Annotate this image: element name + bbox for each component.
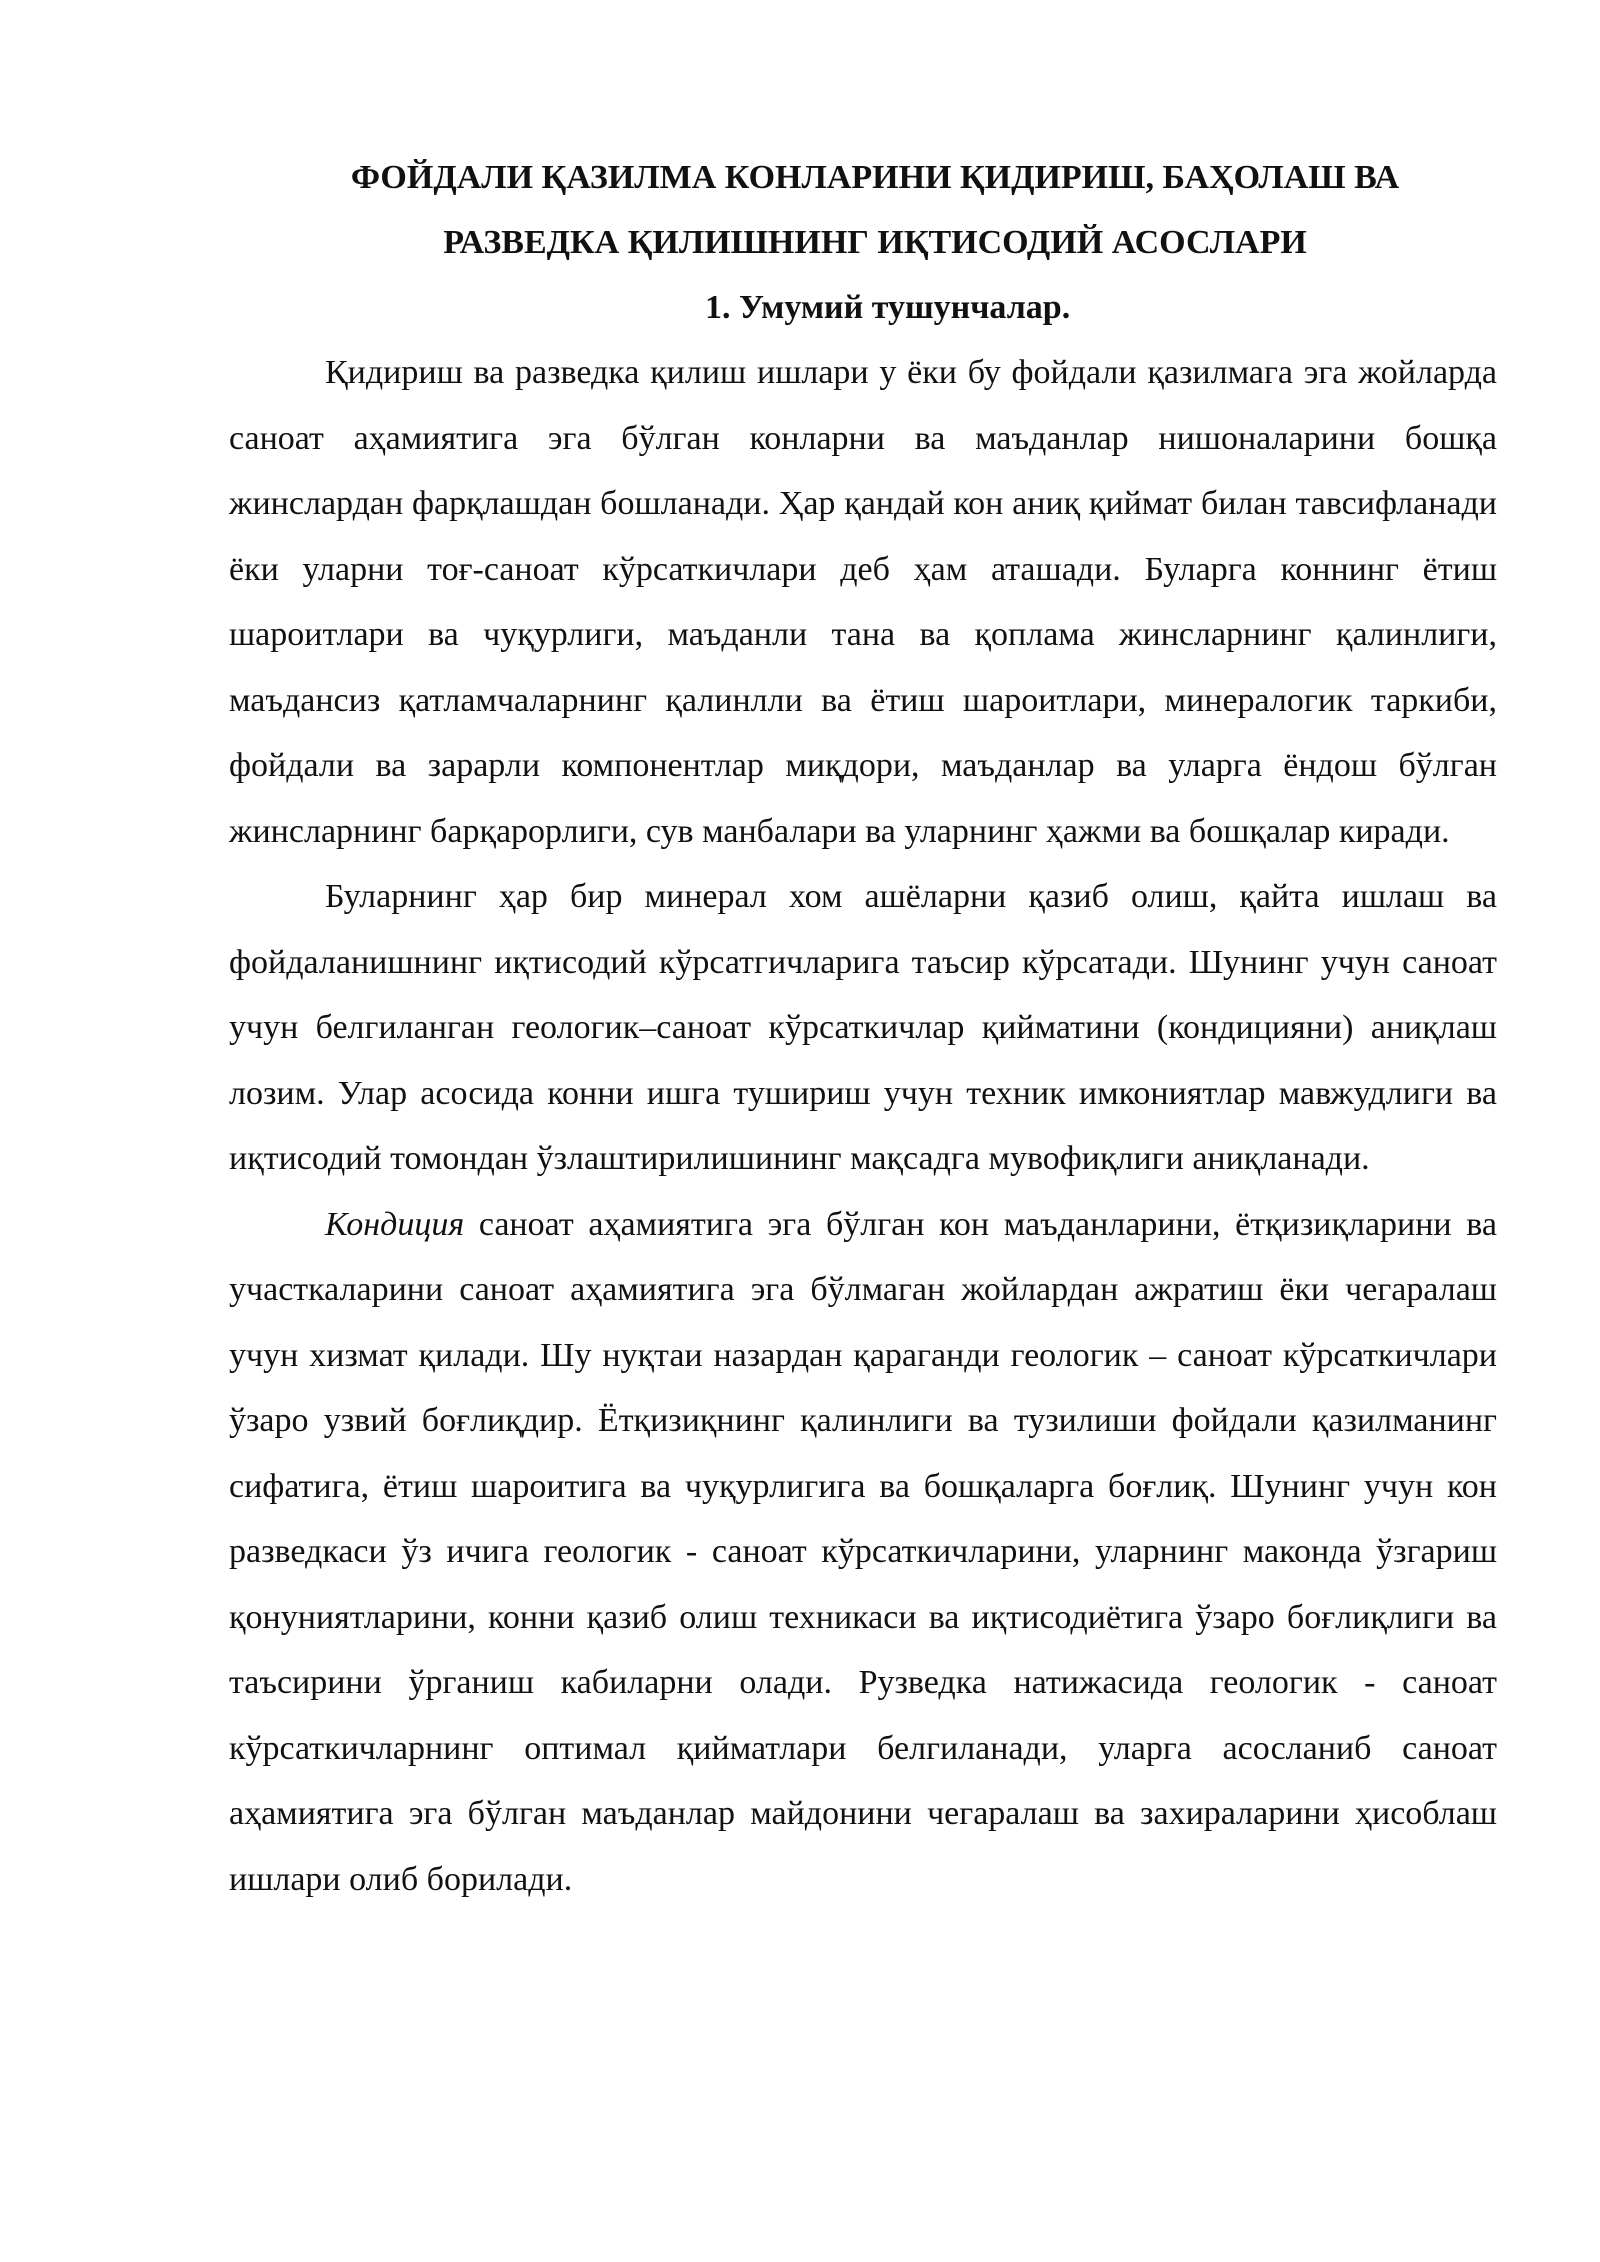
document-page bbox=[229, 145, 1497, 1912]
document-title bbox=[229, 145, 1497, 275]
paragraph-1 bbox=[229, 340, 1497, 864]
title-line-2: РАЗВЕДКА ҚИЛИШНИНГ ИҚТИСОДИЙ АСОСЛАРИ bbox=[443, 224, 1307, 261]
paragraph-2-text: Буларнинг ҳар бир минерал хом ашёларни қазиб олиш, қайта ишлаш ва фойдаланишнинг иқтисодий кўрсатгичларига таъсир кўрсатади. Шунинг учун саноат учун белгиланган геологик–саноат кўрсаткичлар қийматини (кондицияни) аниқлаш лозим. Улар асосида конни ишга тушириш учун техник имкониятлар мавжудлиги ва иқтисодий томондан ўзлаштирилишининг мақсадга мувофиқлиги аниқланади. bbox=[229, 878, 1497, 1177]
section-heading: 1. Умумий тушунчалар. bbox=[705, 289, 1071, 326]
title-line-1: ФОЙДАЛИ ҚАЗИЛМА КОНЛАРИНИ ҚИДИРИШ, БАҲОЛАШ ВА bbox=[350, 159, 1400, 196]
paragraph-1-text: Қидириш ва разведка қилиш ишлари у ёки бу фойдали қазилмага эга жойларда саноат аҳамиятига эга бўлган конларни ва маъданлар нишоналарини бошқа жинслардан фарқлашдан бошланади. Ҳар қандай кон аниқ қиймат билан тавсифланади ёки уларни тоғ-саноат кўрсаткичлари деб ҳам аташади. Буларга коннинг ётиш шароитлари ва чуқурлиги, маъданли тана ва қоплама жинсларнинг қалинлиги, маъдансиз қатламчаларнинг қалинлли ва ётиш шароитлари, минералогик таркиби, фойдали ва зарарли компонентлар миқдори, маъданлар ва уларга ёндош бўлган жинсларнинг барқарорлиги, сув манбалари ва уларнинг ҳажми ва бошқалар киради. bbox=[229, 354, 1497, 850]
paragraph-3-text: саноат аҳамиятига эга бўлган кон маъданларини, ётқизиқларини ва участкаларини саноат аҳамиятига эга бўлмаган жойлардан ажратиш ёки чегаралаш учун хизмат қилади. Шу нуқтаи назардан қараганди геологик – саноат кўрсаткичлари ўзаро узвий боғлиқдир. Ётқизиқнинг қалинлиги ва тузилиши фойдали қазилманинг сифатига, ётиш шароитига ва чуқурлигига ва бошқаларга боғлиқ. Шунинг учун кон разведкаси ўз ичига геологик - саноат кўрсаткичларини, уларнинг маконда ўзгариш қонуниятларини, конни қазиб олиш техникаси ва иқтисодиётига ўзаро боғлиқлиги ва таъсирини ўрганиш кабиларни олади. Рузведка натижасида геологик - саноат кўрсаткичларнинг оптимал қийматлари белгиланади, уларга асосланиб саноат аҳамиятига эга бўлган маъданлар майдонини чегаралаш ва захираларини ҳисоблаш ишлари олиб борилади. bbox=[229, 1205, 1497, 1898]
term-italic: Кондиция bbox=[325, 1205, 465, 1243]
paragraph-2 bbox=[229, 864, 1497, 1192]
paragraph-3 bbox=[229, 1192, 1497, 1913]
